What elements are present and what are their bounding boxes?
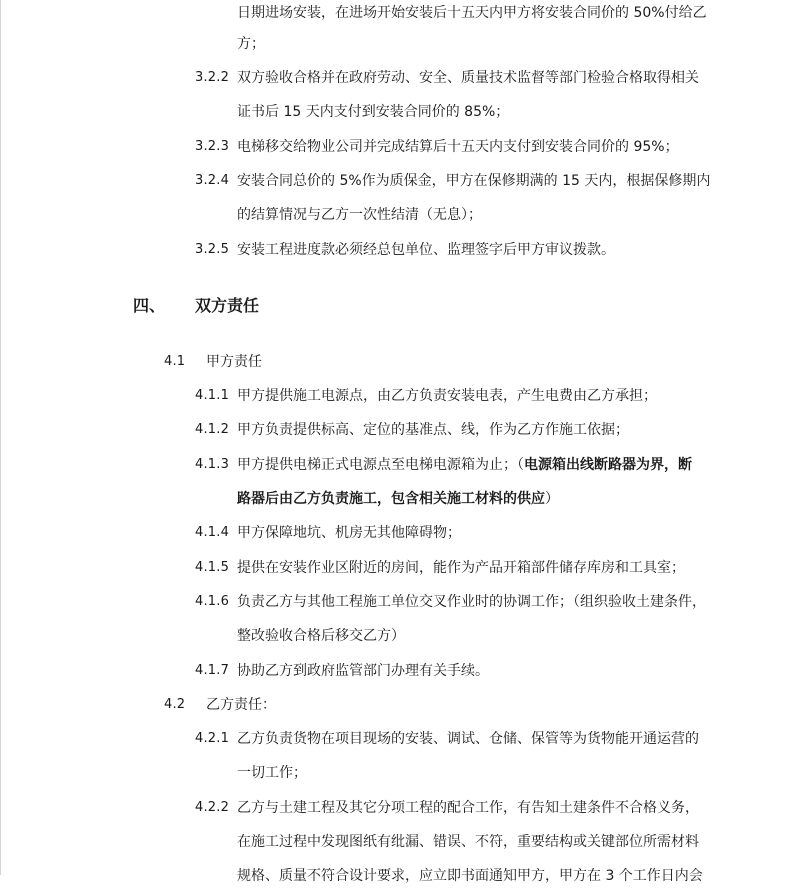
clause-text: 甲方负责提供标高、定位的基准点、线，作为乙方作施工依据； [237, 422, 629, 438]
clause-number: 3.2.4 [195, 173, 230, 188]
subsection-title: 乙方责任： [206, 697, 276, 713]
clause-number: 4.1.6 [195, 594, 230, 609]
clause-text-end: ） [545, 491, 559, 507]
paragraph-3-2-1-continued-2: 方； [237, 36, 265, 52]
clause-4-2-1-line2: 一切工作； [237, 765, 307, 781]
clause-text: 协助乙方到政府监管部门办理有关手续。 [237, 663, 489, 679]
clause-number: 4.1.4 [195, 525, 230, 540]
clause-number: 3.2.5 [195, 242, 230, 257]
clause-text-bold-2: 路器后由乙方负责施工，包含相关施工材料的供应 [237, 491, 545, 507]
clause-number: 4.1.3 [195, 457, 230, 472]
paragraph-3-2-1-continued: 日期进场安装，在进场开始安装后十五天内甲方将安装合同价的 50%付给乙 [237, 5, 707, 21]
clause-text: 安装工程进度款必须经总包单位、监理签字后甲方审议拨款。 [237, 242, 615, 258]
clause-number: 4.2.1 [195, 731, 230, 746]
clause-3-2-4-line2: 的结算情况与乙方一次性结清（无息）； [237, 207, 482, 223]
clause-number: 4.1.7 [195, 663, 230, 678]
subsection-number: 4.1 [164, 354, 186, 369]
clause-text: 甲方提供施工电源点，由乙方负责安装电表，产生电费由乙方承担； [237, 388, 657, 404]
clause-4-1-6-line2: 整改验收合格后移交乙方） [237, 628, 405, 644]
clause-number: 4.1.1 [195, 388, 230, 403]
clause-text: 乙方负责货物在项目现场的安装、调试、仓储、保管等为货物能开通运营的 [237, 731, 699, 747]
clause-text [237, 448, 692, 482]
section-title: 双方责任 [195, 296, 260, 315]
clause-text: 双方验收合格并在政府劳动、安全、质量技术监督等部门检验合格取得相关 [237, 70, 699, 86]
section-number: 四、 [133, 296, 166, 315]
clause-number: 4.1.5 [195, 560, 230, 575]
clause-text: 甲方保障地坑、机房无其他障碍物； [237, 525, 461, 541]
clause-4-2-2-line2: 在施工过程中发现图纸有纰漏、错误、不符，重要结构或关键部位所需材料 [237, 834, 699, 850]
clause-text: 负责乙方与其他工程施工单位交叉作业时的协调工作；（组织验收土建条件， [237, 594, 706, 610]
clause-text: 安装合同总价的 5%作为质保金，甲方在保修期满的 15 天内，根据保修期内 [237, 173, 711, 189]
clause-number: 3.2.3 [195, 139, 230, 154]
page-edge-line [0, 0, 1, 875]
clause-number: 4.1.2 [195, 422, 230, 437]
clause-text: 乙方与土建工程及其它分项工程的配合工作，有告知土建条件不合格义务， [237, 800, 699, 816]
clause-3-2-2-line2: 证书后 15 天内支付到安装合同价的 85%； [237, 104, 510, 120]
clause-number: 3.2.2 [195, 70, 230, 85]
clause-text: 电梯移交给物业公司并完成结算后十五天内支付到安装合同价的 95%； [237, 139, 679, 155]
clause-text-plain: 甲方提供电梯正式电源点至电梯电源箱为止；（ [237, 457, 524, 473]
clause-4-1-3-line2 [237, 482, 559, 516]
subsection-number: 4.2 [164, 697, 186, 712]
clause-text: 提供在安装作业区附近的房间，能作为产品开箱部件储存库房和工具室； [237, 560, 685, 576]
clause-text-bold: 电源箱出线断路器为界，断 [524, 457, 692, 473]
subsection-title: 甲方责任 [206, 354, 262, 370]
clause-number: 4.2.2 [195, 800, 230, 815]
clause-4-2-2-line3: 规格、质量不符合设计要求，应立即书面通知甲方，甲方在 3 个工作日内会 [237, 868, 703, 884]
